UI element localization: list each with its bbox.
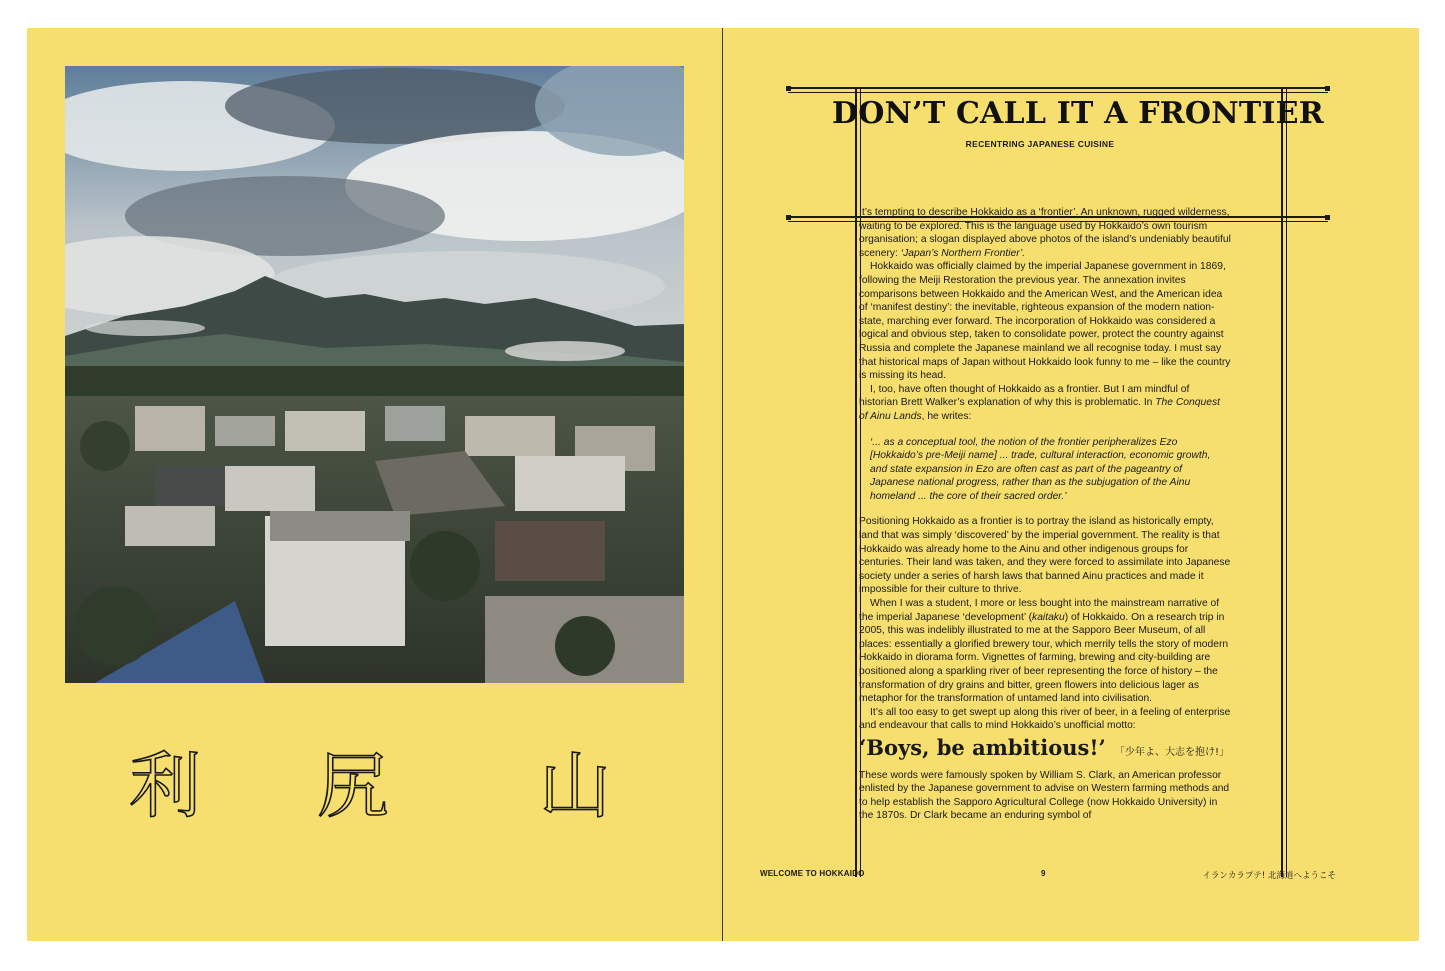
frame-rule-top-inner [788, 92, 1328, 93]
landscape-photo [65, 66, 684, 683]
motto-english: ‘Boys, be ambitious!’ [859, 734, 1106, 760]
article-title: DON’T CALL IT A FRONTIER [832, 96, 1324, 131]
frame-corner [1325, 215, 1330, 220]
kanji-title-rishirizan [27, 744, 722, 850]
frame-rule-top [788, 87, 1328, 89]
footer-japanese-title: イランカラプテ! 北海道へようこそ [1202, 871, 1336, 881]
kanji-character: 利 [129, 744, 202, 828]
paragraph: When I was a student, I more or less bought into the mainstream narrative of the imperial Japanese ‘development’ (kaitaku) of Hokkaido. On a research trip in 2005, this was indelibly illustrated to me at the Sapporo Beer Museum, of all places: essentially a glorified brewery tour, which merrily tells the story of modern Hokkaido in diorama form. Vignettes of farming, brewing and city-building are positioned along a sparkling river of beer representing the force of history – the transformation of dry grains and bitter, green flowers into delicious lager as metaphor for the transformation of untamed land into civilisation. [859, 598, 1229, 705]
paragraph: It’s tempting to describe Hokkaido as a ‘frontier’. An unknown, rugged wilderness, waiting to be explored. This is the language used by Hokkaido’s own tourism organisation; a slogan displayed above photos of the island’s undeniably beautiful scenery: ‘Japan’s Northern Frontier’. [859, 207, 1231, 259]
block-quote: ‘... as a conceptual tool, the notion of the frontier peripheralizes Ezo [Hokkaido’s pre-Meiji name] ... trade, cultural interaction, economic growth, and state expansion in Ezo are often cast as part of the pageantry of Japanese national progress, rather than as the subjugation of the Ainu homeland ... the core of their sacred order.’ [870, 436, 1211, 502]
frame-corner [786, 86, 791, 91]
motto-callout [859, 734, 1231, 760]
frame-rule-right [1281, 87, 1283, 877]
paragraph: Hokkaido was officially claimed by the imperial Japanese government in 1869, following the Meiji Restoration the previous year. The annexation invites comparisons between Hokkaido and the American West, and the American idea of ‘manifest destiny’: the inevitable, righteous expansion of the modern nation-state, marching ever forward. The incorporation of Hokkaido was considered a logical and obvious step, taken to consolidate power, protect the country against Russia and complete the Japanese mainland we all recognise today. I must say that historical maps of Japan without Hokkaido look funny to me – like the country is missing its head. [859, 261, 1231, 382]
page-gutter [722, 28, 723, 941]
kanji-character: 山 [539, 744, 612, 828]
kanji-character: 尻 [317, 744, 390, 828]
frame-corner [786, 215, 791, 220]
article-subtitle: RECENTRING JAPANESE CUISINE [965, 139, 1115, 149]
frame-rule-right-inner [1286, 87, 1287, 877]
footer-section-title: WELCOME TO HOKKAIDO [760, 869, 865, 878]
paragraph: It’s all too easy to get swept up along this river of beer, in a feeling of enterprise and endeavour that calls to mind Hokkaido’s unofficial motto: [859, 706, 1231, 732]
paragraph: These words were famously spoken by William S. Clark, an American professor enlisted by the Japanese government to advise on Western farming methods and to help establish the Sapporo Agricultural College (now Hokkaido University) in the 1870s. Dr Clark became an enduring symbol of [859, 769, 1230, 822]
page-number: 9 [1041, 869, 1046, 878]
article-body [859, 206, 1231, 823]
frame-corner [1325, 86, 1330, 91]
paragraph: Positioning Hokkaido as a frontier is to portray the island as historically empty, land that was simply ‘discovered’ by the imperial government. The reality is that Hokkaido was already home to the Ainu and other indigenous groups for centuries. Their land was taken, and they were forced to assimilate into Japanese society under a series of harsh laws that banned Ainu practices and made it impossible for their culture to thrive. [859, 516, 1231, 596]
frame-rule-left [855, 87, 857, 877]
paragraph: I, too, have often thought of Hokkaido as a frontier. But I am mindful of historian Brett Walker’s explanation of why this is problematic. In The Conquest of Ainu Lands, he writes: [859, 383, 1220, 422]
motto-japanese: 「少年よ、大志を抱け!」 [1114, 746, 1229, 758]
